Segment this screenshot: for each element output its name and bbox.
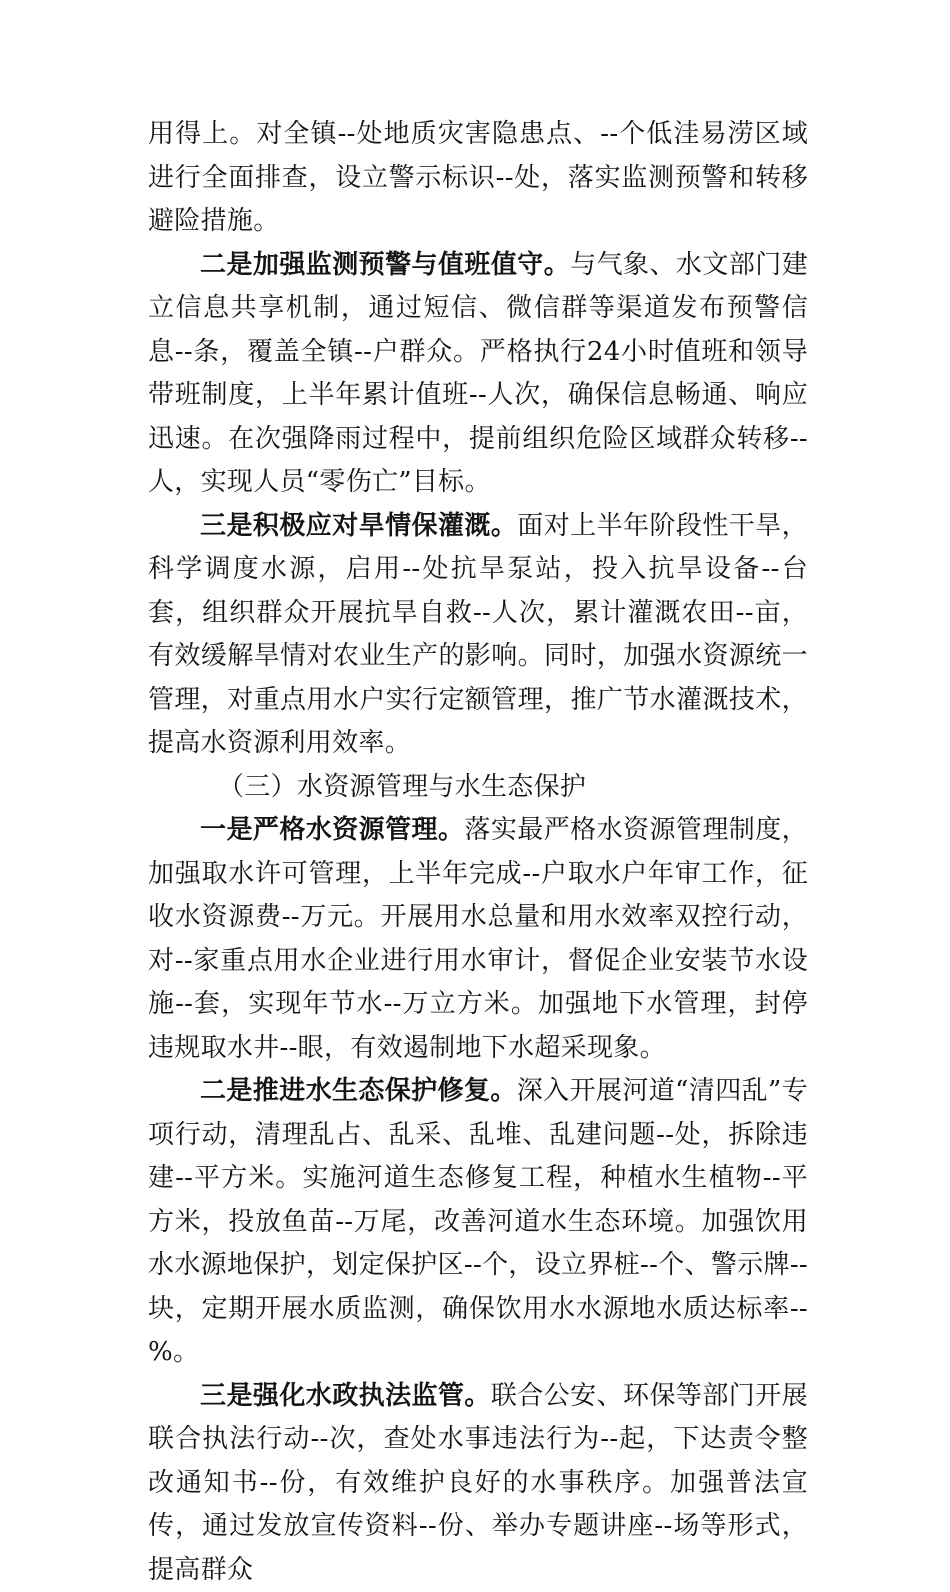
section-heading: [148, 766, 808, 810]
paragraph-text: 落实最严格水资源管理制度，加强取水许可管理，上半年完成--户取水户年审工作，征收水资源费--万元。开展用水总量和用水效率双控行动，对--家重点用水企业进行用水审计，督促企业安装节水设施--套，实现年节水--万立方米。加强地下水管理，封停违规取水井--眼，有效遏制地下水超采现象。: [148, 815, 808, 1063]
document-body: [148, 113, 808, 1592]
paragraph-lead: 二是加强监测预警与值班值守。: [200, 250, 570, 280]
paragraph-monitoring-warning: [148, 244, 808, 505]
paragraph-text: 面对上半年阶段性干旱，科学调度水源，启用--处抗旱泵站，投入抗旱设备--台套，组织群众开展抗旱自救--人次，累计灌溉农田--亩，有效缓解旱情对农业生产的影响。同时，加强水资源统一管理，对重点用水户实行定额管理，推广节水灌溉技术，提高水资源利用效率。: [148, 511, 808, 759]
paragraph-text: 联合公安、环保等部门开展联合执法行动--次，查处水事违法行为--起，下达责令整改通知书--份，有效维护良好的水事秩序。加强普法宣传，通过发放宣传资料--份、举办专题讲座--场等形式，提高群众: [148, 1381, 808, 1585]
paragraph-lead: 三是强化水政执法监管。: [200, 1381, 491, 1411]
paragraph-lead: 三是积极应对旱情保灌溉。: [200, 511, 517, 541]
paragraph-lead: 二是推进水生态保护修复。: [200, 1076, 517, 1106]
paragraph-continued: [148, 113, 808, 244]
paragraph-lead: 一是严格水资源管理。: [200, 815, 464, 845]
paragraph-text: 深入开展河道“清四乱”专项行动，清理乱占、乱采、乱堆、乱建问题--处，拆除违建--平方米。实施河道生态修复工程，种植水生植物--平方米，投放鱼苗--万尾，改善河道水生态环境。加强饮用水水源地保护，划定保护区--个，设立界桩--个、警示牌--块，定期开展水质监测，确保饮用水水源地水质达标率--%。: [148, 1076, 808, 1367]
paragraph-drought-response: [148, 505, 808, 766]
paragraph-text: 与气象、水文部门建立信息共享机制，通过短信、微信群等渠道发布预警信息--条，覆盖全镇--户群众。严格执行24小时值班和领导带班制度，上半年累计值班--人次，确保信息畅通、响应迅速。在次强降雨过程中，提前组织危险区域群众转移--人，实现人员“零伤亡”目标。: [148, 250, 808, 498]
paragraph-text: 用得上。对全镇--处地质灾害隐患点、--个低洼易涝区域进行全面排查，设立警示标识--处，落实监测预警和转移避险措施。: [148, 119, 808, 236]
paragraph-water-resource-management: [148, 809, 808, 1070]
paragraph-ecological-restoration: [148, 1070, 808, 1375]
paragraph-law-enforcement: [148, 1375, 808, 1592]
section-heading-text: （三）水资源管理与水生态保护: [218, 772, 586, 802]
